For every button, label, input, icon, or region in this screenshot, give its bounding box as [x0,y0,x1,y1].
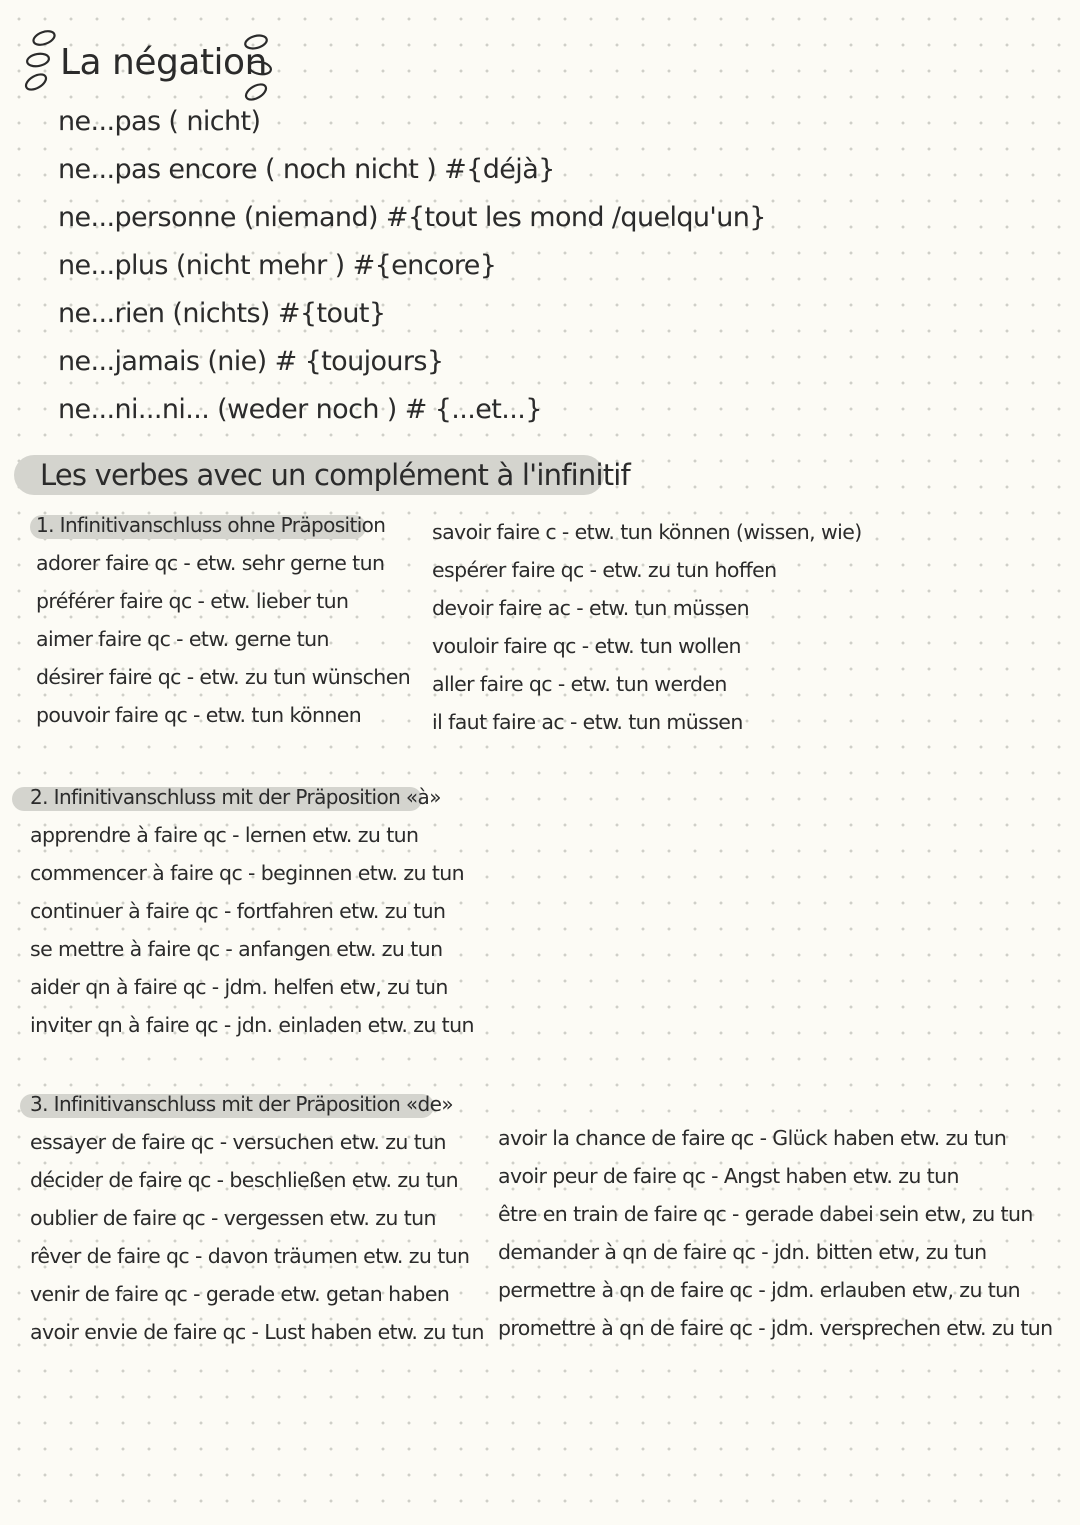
section1-right-item: vouloir faire qc - etw. tun wollen [432,634,741,658]
section3-right-item: être en train de faire qc - gerade dabei sein etw, zu tun [498,1202,1033,1226]
section1-left-item: préférer faire qc - etw. lieber tun [36,589,349,613]
section3-left-item: essayer de faire qc - versuchen etw. zu tun [30,1130,446,1154]
section3-right-item: avoir la chance de faire qc - Glück haben etw. zu tun [498,1126,1007,1150]
section3-left-item: oublier de faire qc - vergessen etw. zu tun [30,1206,436,1230]
section1-right-item: savoir faire c - etw. tun können (wissen, wie) [432,520,862,544]
section3-left-item: avoir envie de faire qc - Lust haben etw. zu tun [30,1320,484,1344]
section2-item: aider qn à faire qc - jdm. helfen etw, zu tun [30,975,448,999]
section3-right-item: permettre à qn de faire qc - jdm. erlauben etw, zu tun [498,1278,1020,1302]
section1-left-item: pouvoir faire qc - etw. tun können [36,703,362,727]
section-title: Les verbes avec un complément à l'infinitif [40,458,630,492]
section3-left-item: décider de faire qc - beschließen etw. zu tun [30,1168,459,1192]
negation-item: ne...jamais (nie) # {toujours} [58,346,444,377]
negation-item: ne...pas ( nicht) [58,106,261,137]
title-right-decoration-icon [236,30,278,106]
section1-right-item: devoir faire ac - etw. tun müssen [432,596,750,620]
section2-item: continuer à faire qc - fortfahren etw. zu tun [30,899,446,923]
negation-item: ne...rien (nichts) #{tout} [58,298,386,329]
section2-item: inviter qn à faire qc - jdn. einladen etw. zu tun [30,1013,474,1037]
negation-item: ne...pas encore ( noch nicht ) #{déjà} [58,154,555,185]
section1-heading: 1. Infinitivanschluss ohne Präposition [36,513,386,537]
negation-item: ne...plus (nicht mehr ) #{encore} [58,250,497,281]
section2-heading: 2. Infinitivanschluss mit der Präposition «à» [30,785,441,809]
section2-item: commencer à faire qc - beginnen etw. zu tun [30,861,465,885]
section1-left-item: adorer faire qc - etw. sehr gerne tun [36,551,385,575]
section2-item: apprendre à faire qc - lernen etw. zu tun [30,823,419,847]
section3-left-item: venir de faire qc - gerade etw. getan haben [30,1282,450,1306]
section1-right-item: espérer faire qc - etw. zu tun hoffen [432,558,777,582]
section3-right-item: demander à qn de faire qc - jdn. bitten etw, zu tun [498,1240,987,1264]
section1-left-item: désirer faire qc - etw. zu tun wünschen [36,665,411,689]
negation-item: ne...personne (niemand) #{tout les mond /quelqu'un} [58,202,766,233]
title-left-decoration-icon [20,26,62,94]
section3-heading: 3. Infinitivanschluss mit der Präposition «de» [30,1092,453,1116]
section3-left-item: rêver de faire qc - davon träumen etw. zu tun [30,1244,470,1268]
section1-right-item: il faut faire ac - etw. tun müssen [432,710,743,734]
section3-right-item: avoir peur de faire qc - Angst haben etw. zu tun [498,1164,959,1188]
section2-item: se mettre à faire qc - anfangen etw. zu tun [30,937,443,961]
page-title: La négation [60,42,267,83]
section3-right-item: promettre à qn de faire qc - jdm. versprechen etw. zu tun [498,1316,1053,1340]
section1-left-item: aimer faire qc - etw. gerne tun [36,627,329,651]
negation-item: ne...ni...ni... (weder noch ) # {...et...} [58,394,542,425]
section1-right-item: aller faire qc - etw. tun werden [432,672,727,696]
